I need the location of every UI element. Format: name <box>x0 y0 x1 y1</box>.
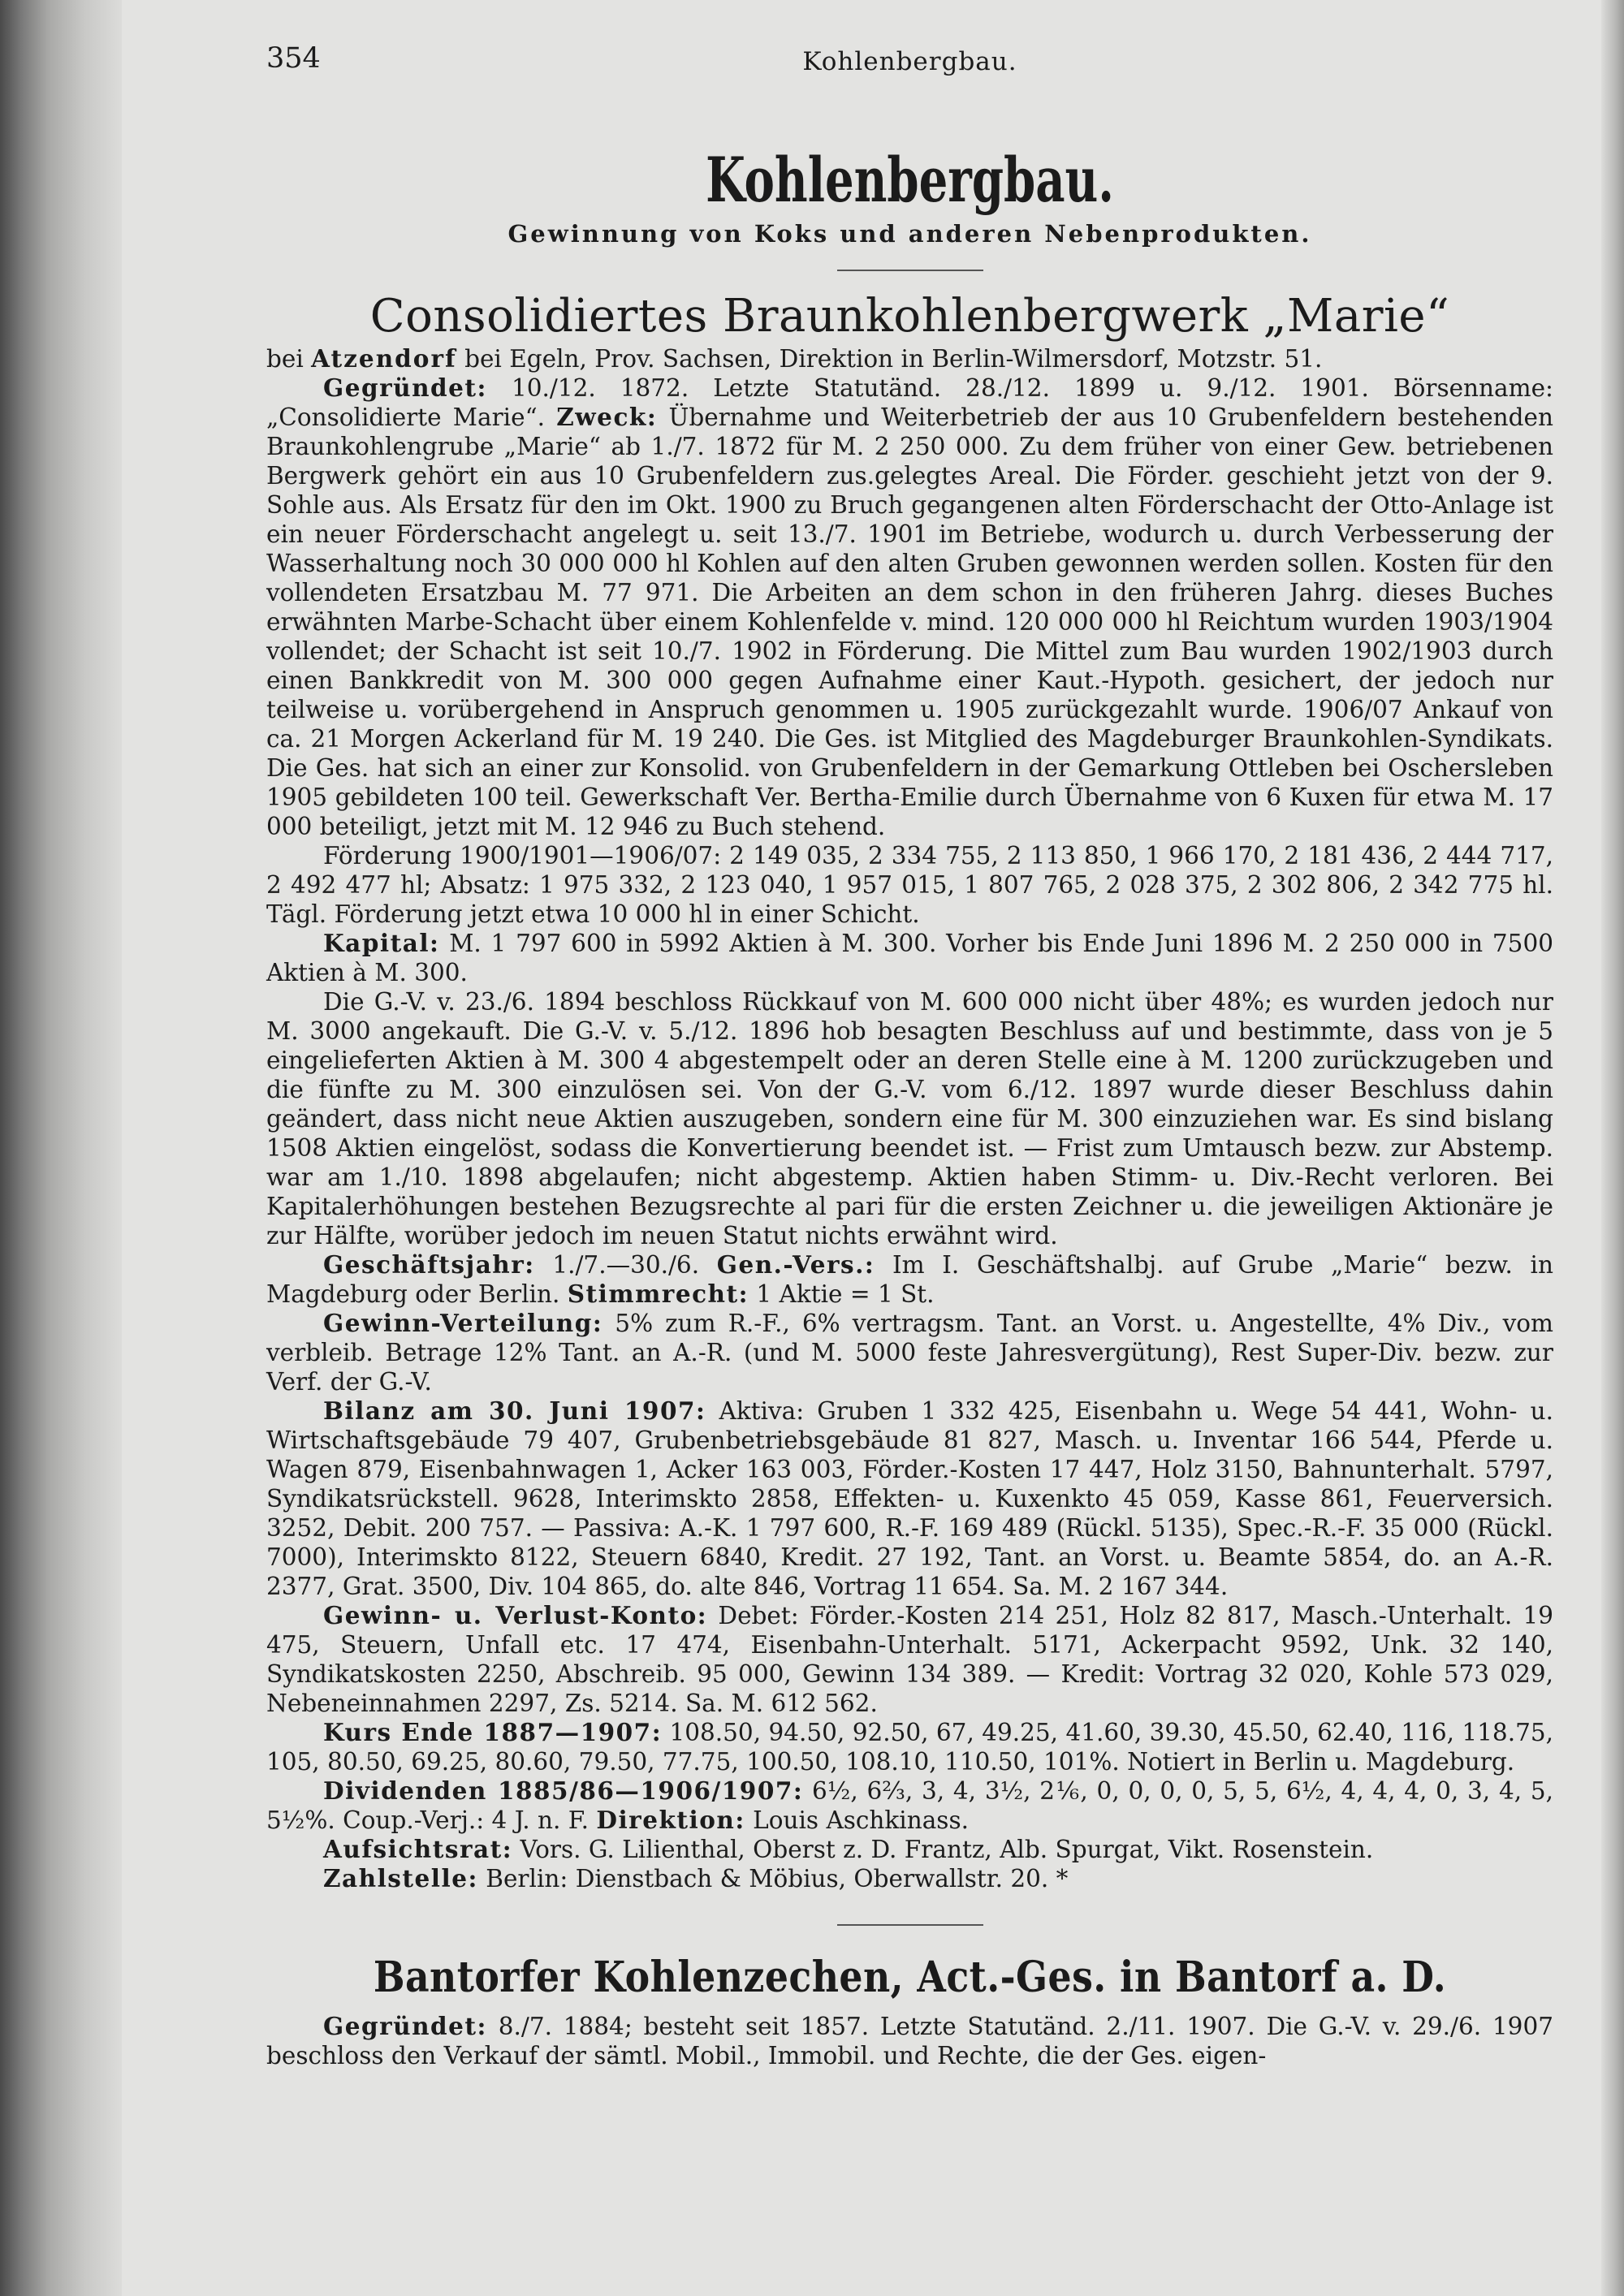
text-dividenden: 6½, 6⅔, 3, 4, 3½, 2⅙, 0, 0, 0, 0, 5, 5, 6½, 4, 4, 4, 0, 3, 4, 5, 5½%. Coup.-Verj.: 4 J. n. F. <box>266 1777 1553 1834</box>
divider <box>837 270 983 271</box>
entry-zahlstelle <box>266 1864 1553 1893</box>
location-place: Atzendorf <box>311 344 457 373</box>
entry-bantorf-gegruendet <box>266 2012 1553 2070</box>
entry-aufsichtsrat <box>266 1835 1553 1864</box>
text-kurs: 108.50, 94.50, 92.50, 67, 49.25, 41.60, 39.30, 45.50, 62.40, 116, 118.75, 105, 80.50, 69.25, 80.60, 79.50, 77.75, 100.50, 108.10, 110.50, 101%. Notiert in Berlin u. Magdeburg. <box>266 1719 1553 1776</box>
company-title-marie: Consolidiertes Braunkohlenbergwerk „Marie“ <box>369 290 1450 343</box>
page-content <box>266 42 1553 2070</box>
book-binding-shadow <box>0 0 122 2296</box>
text-stimmrecht: 1 Aktie = 1 St. <box>749 1280 935 1308</box>
location-rest: bei Egeln, Prov. Sachsen, Direktion in Berlin-Wilmersdorf, Motzstr. 51. <box>456 345 1323 373</box>
label-bantorf-gegruendet: Gegründet: <box>323 2012 487 2040</box>
label-guv: Gewinn- u. Verlust-Konto: <box>323 1601 708 1629</box>
text-gewinnverteilung: 5% zum R.-F., 6% vertragsm. Tant. an Vorst. u. Angestellte, 4% Div., vom verbleib. Betrage 12% Tant. an A.-R. (und M. 5000 feste Jahresvergütung), Rest Super-Div. bezw. zur Verf. der G.-V. <box>266 1310 1553 1396</box>
label-direktion: Direktion: <box>596 1806 745 1834</box>
text-bantorf-gegruendet: 8./7. 1884; besteht seit 1857. Letzte Statutänd. 2./11. 1907. Die G.-V. v. 29./6. 1907 beschloss den Verkauf der sämtl. Mobil., Immobil. und Rechte, die der Ges. eigen- <box>266 2013 1553 2069</box>
text-zahlstelle: Berlin: Dienstbach & Möbius, Oberwallstr. 20. * <box>477 1865 1069 1892</box>
entry-gewinnverteilung <box>266 1309 1553 1396</box>
label-dividenden: Dividenden 1885/86—1906/1907: <box>323 1776 804 1805</box>
entry-foerderung: Förderung 1900/1901—1906/07: 2 149 035, 2 334 755, 2 113 850, 1 966 170, 2 181 436, 2 444 717, 2 492 477 hl; Absatz: 1 975 332, 2 123 040, 1 957 015, 1 807 765, 2 028 375, 2 302 806, 2 342 775 hl. Tägl. Förderung jetzt etwa 10 000 hl in einer Schicht. <box>266 842 1553 928</box>
label-kapital: Kapital: <box>323 929 440 957</box>
entry-dividenden <box>266 1776 1553 1835</box>
entry-geschaeftsjahr <box>266 1250 1553 1309</box>
entry-gv: Die G.-V. v. 23./6. 1894 beschloss Rückkauf von M. 600 000 nicht über 48%; es wurden jedoch nur M. 3000 angekauft. Die G.-V. v. 5./12. 1896 hob besagten Beschluss auf und bestimmte, dass von je 5 eingelieferten Aktien à M. 300 4 abgestempelt oder an deren Stelle eine à M. 1200 zurückzugeben und die fünfte zu M. 300 einzulösen sei. Von der G.-V. vom 6./12. 1897 wurde dieser Beschluss dahin geändert, dass nicht neue Aktien auszugeben, sondern eine für M. 300 einzuziehen war. Es sind bislang 1508 Aktien eingelöst, sodass die Konvertierung beendet ist. — Frist zum Umtausch bezw. zur Abstemp. war am 1./10. 1898 abgelaufen; nicht abgestemp. Aktien haben Stimm- u. Div.-Recht verloren. Bei Kapitalerhöhungen bestehen Bezugsrechte al pari für die ersten Zeichner u. die jeweiligen Aktionäre je zur Hälfte, worüber jedoch im neuen Statut nichts erwähnt wird. <box>266 988 1553 1249</box>
entry-kurs <box>266 1718 1553 1776</box>
label-kurs: Kurs Ende 1887—1907: <box>323 1718 663 1746</box>
company-location <box>266 344 1553 373</box>
entry-kapital <box>266 929 1553 987</box>
text-guv: Debet: Förder.-Kosten 214 251, Holz 82 817, Masch.-Unterhalt. 19 475, Steuern, Unfall etc. 17 474, Eisenbahn-Unterhalt. 5171, Ackerpacht 9592, Unk. 32 140, Syndikatskosten 2250, Abschreib. 95 000, Gewinn 134 389. — Kredit: Vortrag 32 020, Kohle 573 029, Nebeneinnahmen 2297, Zs. 5214. Sa. M. 612 562. <box>266 1602 1553 1717</box>
label-gewinnverteilung: Gewinn-Verteilung: <box>323 1309 603 1337</box>
label-genvers: Gen.-Vers.: <box>716 1250 875 1279</box>
company-title-bantorf: Bantorfer Kohlenzechen, Act.-Ges. in Bantorf a. D. <box>373 1953 1447 2002</box>
label-gegruendet: Gegründet: <box>323 373 487 402</box>
entry-gegruendet <box>266 373 1553 841</box>
label-zweck: Zweck: <box>556 403 658 431</box>
label-stimmrecht: Stimmrecht: <box>567 1280 749 1308</box>
text-gegruendet: 10./12. 1872. Letzte Statutänd. 28./12. 1899 u. 9./12. 1901. Börsenname: „Consolidierte Marie“. <box>266 374 1553 431</box>
divider <box>837 1924 983 1926</box>
page-number: 354 <box>266 42 321 75</box>
text-kapital: M. 1 797 600 in 5992 Aktien à M. 300. Vorher bis Ende Juni 1896 M. 2 250 000 in 7500 Aktien à M. 300. <box>266 930 1553 986</box>
label-geschaeftsjahr: Geschäftsjahr: <box>323 1250 535 1279</box>
entry-bilanz <box>266 1396 1553 1601</box>
text-aufsichtsrat: Vors. G. Lilienthal, Oberst z. D. Frantz, Alb. Spurgat, Vikt. Rosenstein. <box>512 1836 1374 1863</box>
label-aufsichtsrat: Aufsichtsrat: <box>323 1835 513 1863</box>
text-direktion: Louis Aschkinass. <box>745 1806 969 1834</box>
location-prefix: bei <box>266 345 304 373</box>
section-subtitle: Gewinnung von Koks und anderen Nebenprodukten. <box>508 220 1312 248</box>
running-title: Kohlenbergbau. <box>802 47 1017 76</box>
text-geschaeftsjahr: 1./7.—30./6. <box>534 1251 717 1279</box>
section-title: Kohlenbergbau. <box>706 144 1114 216</box>
entry-guv <box>266 1601 1553 1718</box>
running-head <box>266 42 1553 99</box>
page-edge <box>1601 0 1624 2296</box>
text-bilanz: Aktiva: Gruben 1 332 425, Eisenbahn u. Wege 54 441, Wohn- u. Wirtschaftsgebäude 79 407, Grubenbetriebsgebäude 81 827, Masch. u. Inventar 166 544, Pferde u. Wagen 879, Eisenbahnwagen 1, Acker 163 003, Förder.-Kosten 17 447, Holz 3150, Bahnunterhalt. 5797, Syndikatsrückstell. 9628, Interimskto 2858, Effekten- u. Kuxenkto 45 059, Kasse 861, Feuerversich. 3252, Debit. 200 757. — Passiva: A.-K. 1 797 600, R.-F. 169 489 (Rückl. 5135), Spec.-R.-F. 35 000 (Rückl. 7000), Interimskto 8122, Steuern 6840, Kredit. 27 192, Tant. an Vorst. u. Beamte 5854, do. an A.-R. 2377, Grat. 3500, Div. 104 865, do. alte 846, Vortrag 11 654. Sa. M. 2 167 344. <box>266 1397 1553 1600</box>
text-genvers: Im I. Geschäftshalbj. auf Grube „Marie“ bezw. in Magdeburg oder Berlin. <box>266 1251 1553 1308</box>
text-zweck: Übernahme und Weiterbetrieb der aus 10 Grubenfeldern bestehenden Braunkohlengrube „Marie“ ab 1./7. 1872 für M. 2 250 000. Zu dem früher von einer Gew. betriebenen Bergwerk gehört ein aus 10 Grubenfeldern zus.gelegtes Areal. Die Förder. geschieht jetzt von der 9. Sohle aus. Als Ersatz für den im Okt. 1900 zu Bruch gegangenen alten Förderschacht der Otto-Anlage ist ein neuer Förderschacht angelegt u. seit 13./7. 1901 im Betriebe, wodurch u. durch Verbesserung der Wasserhaltung noch 30 000 000 hl Kohlen auf den alten Gruben gewonnen werden sollen. Kosten für den vollendeten Ersatzbau M. 77 971. Die Arbeiten an dem schon in den früheren Jahrg. dieses Buches erwähnten Marbe-Schacht über einem Kohlenfelde v. mind. 120 000 000 hl Reichtum wurden 1903/1904 vollendet; der Schacht ist seit 10./7. 1902 in Förderung. Die Mittel zum Bau wurden 1902/1903 durch einen Bankkredit von M. 300 000 gegen Aufnahme einer Kaut.-Hypoth. gesichert, der jedoch nur teilweise u. vorübergehend in Anspruch genommen u. 1905 zurückgezahlt wurde. 1906/07 Ankauf von ca. 21 Morgen Ackerland für M. 19 240. Die Ges. ist Mitglied des Magdeburger Braunkohlen-Syndikats. Die Ges. hat sich an einer zur Konsolid. von Grubenfeldern in der Gemarkung Ottleben bei Oschersleben 1905 gebildeten 100 teil. Gewerkschaft Ver. Bertha-Emilie durch Übernahme von 6 Kuxen für etwa M. 17 000 beteiligt, jetzt mit M. 12 946 zu Buch stehend. <box>266 404 1553 840</box>
label-zahlstelle: Zahlstelle: <box>323 1864 478 1892</box>
label-bilanz: Bilanz am 30. Juni 1907: <box>323 1396 706 1425</box>
